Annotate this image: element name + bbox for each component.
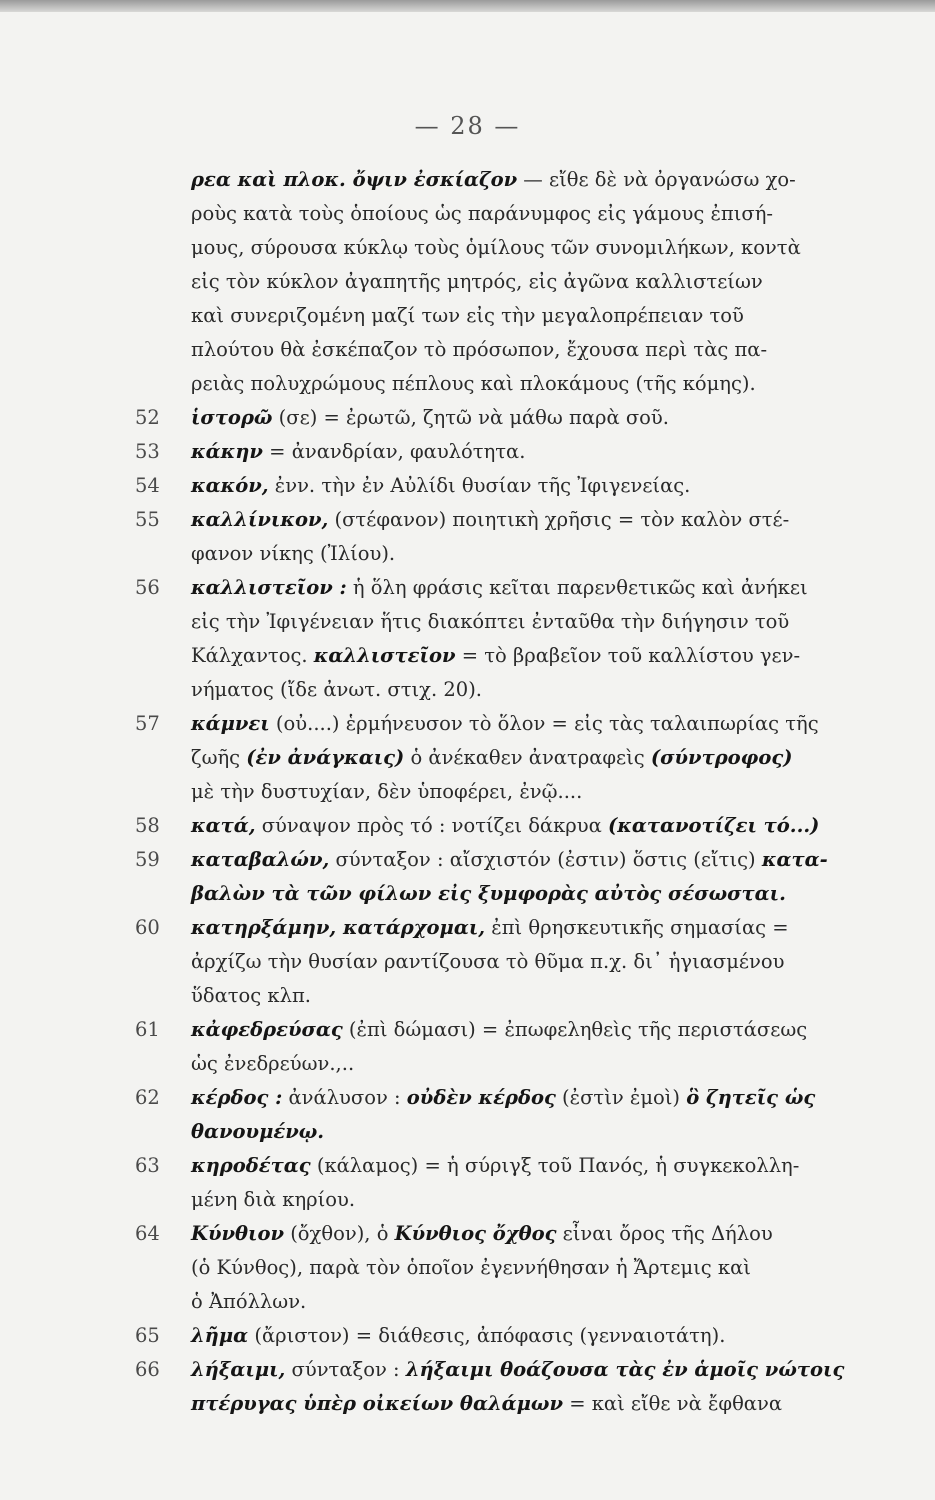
text-line bbox=[135, 707, 875, 741]
text-line bbox=[135, 435, 875, 469]
gloss-text: (ἐπὶ δώμασι) = ἐπωφεληθεὶς τῆς περιστάσεως bbox=[342, 1018, 808, 1041]
text-line bbox=[135, 503, 875, 537]
gloss-text: νήματος (ἴδε ἀνωτ. στιχ. 20). bbox=[191, 678, 483, 701]
text-line bbox=[135, 571, 875, 605]
lemma-text: κέρδος : bbox=[191, 1086, 283, 1109]
lemma-text: πτέρυγας ὑπὲρ οἰκείων θαλάμων bbox=[191, 1392, 563, 1415]
gloss-text: ὁ ἀνέκαθεν ἀνατραφεὶς bbox=[404, 746, 651, 769]
entry-number: 65 bbox=[135, 1324, 160, 1347]
lemma-text: λήξαιμι θοάζουσα τὰς ἐν ἁμοῖς νώτοις bbox=[405, 1358, 845, 1381]
lemma-text: κηροδέτας bbox=[191, 1154, 311, 1177]
gloss-text: εἰς τὸν κύκλον ἀγαπητῆς μητρός, εἰς ἀγῶνα καλλιστείων bbox=[191, 270, 763, 293]
text-line bbox=[135, 945, 875, 979]
text-line bbox=[135, 1353, 875, 1387]
entry-number: 64 bbox=[135, 1222, 160, 1245]
text-line bbox=[135, 1319, 875, 1353]
gloss-text: σύναψον πρὸς τό : νοτίζει δάκρυα bbox=[255, 814, 608, 837]
gloss-text: = ἀνανδρίαν, φαυλότητα. bbox=[262, 440, 526, 463]
text-line bbox=[135, 299, 875, 333]
entry-number: 58 bbox=[135, 814, 160, 837]
entry-number: 57 bbox=[135, 712, 160, 735]
entry-number: 52 bbox=[135, 406, 160, 429]
entry-number: 55 bbox=[135, 508, 160, 531]
lemma-text: λήξαιμι, bbox=[191, 1358, 286, 1381]
commentary-text bbox=[135, 163, 875, 1421]
text-line bbox=[135, 1183, 875, 1217]
lemma-text: βαλὼν τὰ τῶν φίλων εἰς ξυμφορὰς αὐτὸς σέσωσται. bbox=[191, 882, 786, 905]
text-line bbox=[135, 1149, 875, 1183]
text-line bbox=[135, 1251, 875, 1285]
gloss-text: (ὁ Κύνθος), παρὰ τὸν ὁποῖον ἐγεννήθησαν ἡ Ἄρτεμις καὶ bbox=[191, 1256, 751, 1279]
gloss-text: σύνταξον : bbox=[285, 1358, 406, 1381]
lemma-text: κάκην bbox=[191, 440, 263, 463]
lemma-text: κακόν, bbox=[191, 474, 269, 497]
lemma-text: κατηρξάμην, κατάρχομαι, bbox=[191, 916, 486, 939]
text-line bbox=[135, 979, 875, 1013]
entry-number: 63 bbox=[135, 1154, 160, 1177]
text-line bbox=[135, 1115, 875, 1149]
gloss-text: φανον νίκης (Ἰλίου). bbox=[191, 542, 396, 565]
scan-top-edge bbox=[0, 0, 935, 12]
gloss-text: = καὶ εἴθε νὰ ἔφθανα bbox=[563, 1392, 782, 1415]
entry-number: 66 bbox=[135, 1358, 160, 1381]
text-line bbox=[135, 537, 875, 571]
text-line bbox=[135, 843, 875, 877]
gloss-text: ὕδατος κλπ. bbox=[191, 984, 311, 1007]
gloss-text: (ἐστὶν ἐμοὶ) bbox=[555, 1086, 687, 1109]
lemma-text: λῆμα bbox=[191, 1324, 249, 1347]
gloss-text: ἀρχίζω τὴν θυσίαν ραντίζουσα τὸ θῦμα π.χ. δι᾽ ἡγιασμένου bbox=[191, 950, 785, 973]
lemma-text: κάμνει bbox=[191, 712, 270, 735]
entry-number: 53 bbox=[135, 440, 160, 463]
gloss-text: = τὸ βραβεῖον τοῦ καλλίστου γεν- bbox=[455, 644, 801, 667]
lemma-text: οὐδὲν κέρδος bbox=[406, 1086, 556, 1109]
text-line bbox=[135, 877, 875, 911]
text-line bbox=[135, 809, 875, 843]
gloss-text: ρειὰς πολυχρώμους πέπλους καὶ πλοκάμους (τῆς κόμης). bbox=[191, 372, 756, 395]
gloss-text: (στέφανον) ποιητικὴ χρῆσις = τὸν καλὸν στέ- bbox=[328, 508, 790, 531]
entry-number: 62 bbox=[135, 1086, 160, 1109]
lemma-text: Κύνθιον bbox=[191, 1222, 284, 1245]
lemma-text: κατά, bbox=[191, 814, 256, 837]
text-line bbox=[135, 163, 875, 197]
text-line bbox=[135, 197, 875, 231]
entry-number: 59 bbox=[135, 848, 160, 871]
lemma-text: καλλίνικον, bbox=[191, 508, 329, 531]
gloss-text: μὲ τὴν δυστυχίαν, δὲν ὑποφέρει, ἐνῷ.... bbox=[191, 780, 583, 803]
text-line bbox=[135, 639, 875, 673]
gloss-text: — εἴθε δὲ νὰ ὀργανώσω χο- bbox=[517, 168, 796, 191]
lemma-text: κατα- bbox=[761, 848, 828, 871]
gloss-text: ἡ ὅλη φράσις κεῖται παρενθετικῶς καὶ ἀνήκει bbox=[346, 576, 808, 599]
entry-number: 54 bbox=[135, 474, 160, 497]
text-line bbox=[135, 1285, 875, 1319]
gloss-text: ζωῆς bbox=[191, 746, 247, 769]
text-line bbox=[135, 605, 875, 639]
entry-number: 61 bbox=[135, 1018, 160, 1041]
lemma-text: καλλιστεῖον : bbox=[191, 576, 347, 599]
gloss-text: (ὄχθον), ὁ bbox=[284, 1222, 395, 1245]
text-line bbox=[135, 1047, 875, 1081]
lemma-text: Κύνθιος ὄχθος bbox=[394, 1222, 557, 1245]
text-line bbox=[135, 1081, 875, 1115]
gloss-text: ἐνν. τὴν ἐν Αὐλίδι θυσίαν τῆς Ἰφιγενείας. bbox=[268, 474, 691, 497]
lemma-text: κἀφεδρεύσας bbox=[191, 1018, 343, 1041]
lemma-text: (κατανοτίζει τό...) bbox=[607, 814, 820, 837]
text-line bbox=[135, 673, 875, 707]
entry-number: 60 bbox=[135, 916, 160, 939]
text-line bbox=[135, 1013, 875, 1047]
gloss-text: ὡς ἐνεδρεύων.,.. bbox=[191, 1052, 355, 1075]
gloss-text: (οὐ....) ἑρμήνευσον τὸ ὅλον = εἰς τὰς ταλαιπωρίας τῆς bbox=[269, 712, 819, 735]
text-line bbox=[135, 265, 875, 299]
gloss-text: Κάλχαντος. bbox=[191, 644, 314, 667]
gloss-text: (σε) = ἐρωτῶ, ζητῶ νὰ μάθω παρὰ σοῦ. bbox=[272, 406, 669, 429]
text-line bbox=[135, 911, 875, 945]
gloss-text: (κάλαμος) = ἡ σύριγξ τοῦ Πανός, ἡ συγκεκολλη- bbox=[310, 1154, 800, 1177]
gloss-text: εἶναι ὄρος τῆς Δήλου bbox=[556, 1222, 773, 1245]
page-number: — 28 — bbox=[414, 112, 521, 140]
text-line bbox=[135, 775, 875, 809]
gloss-text: καὶ συνεριζομένη μαζί των εἰς τὴν μεγαλοπρέπειαν τοῦ bbox=[191, 304, 744, 327]
gloss-text: σύνταξον : αἴσχιστόν (ἐστιν) ὅστις (εἴτις) bbox=[329, 848, 762, 871]
gloss-text: μένη διὰ κηρίου. bbox=[191, 1188, 356, 1211]
text-line bbox=[135, 401, 875, 435]
text-line bbox=[135, 1217, 875, 1251]
lemma-text: ὃ ζητεῖς ὡς bbox=[686, 1086, 816, 1109]
lemma-text: θανουμένῳ. bbox=[191, 1120, 325, 1143]
lemma-text: καλλιστεῖον bbox=[313, 644, 456, 667]
text-line bbox=[135, 469, 875, 503]
text-line bbox=[135, 741, 875, 775]
gloss-text: ἀνάλυσον : bbox=[282, 1086, 407, 1109]
gloss-text: πλούτου θὰ ἐσκέπαζον τὸ πρόσωπον, ἔχουσα περὶ τὰς πα- bbox=[191, 338, 768, 361]
lemma-text: (σύντροφος) bbox=[650, 746, 793, 769]
text-line bbox=[135, 231, 875, 265]
lemma-text: καταβαλών, bbox=[191, 848, 330, 871]
gloss-text: μους, σύρουσα κύκλῳ τοὺς ὁμίλους τῶν συνομιλήκων, κοντὰ bbox=[191, 236, 801, 259]
lemma-text: (ἐν ἀνάγκαις) bbox=[246, 746, 405, 769]
gloss-text: εἰς τὴν Ἰφιγένειαν ἥτις διακόπτει ἐνταῦθα τὴν διήγησιν τοῦ bbox=[191, 610, 790, 633]
text-line bbox=[135, 1387, 875, 1421]
gloss-text: ἐπὶ θρησκευτικῆς σημασίας = bbox=[485, 916, 789, 939]
entry-number: 56 bbox=[135, 576, 160, 599]
text-line bbox=[135, 333, 875, 367]
gloss-text: (ἄριστον) = διάθεσις, ἀπόφασις (γενναιοτάτη). bbox=[248, 1324, 726, 1347]
text-line bbox=[135, 367, 875, 401]
lemma-text: ρεα καὶ πλοκ. ὄψιν ἐσκίαζον bbox=[191, 168, 518, 191]
lemma-text: ἱστορῶ bbox=[191, 406, 273, 429]
gloss-text: ὁ Ἀπόλλων. bbox=[191, 1290, 307, 1313]
gloss-text: ροὺς κατὰ τοὺς ὁποίους ὡς παράνυμφος εἰς γάμους ἐπισή- bbox=[191, 202, 773, 225]
